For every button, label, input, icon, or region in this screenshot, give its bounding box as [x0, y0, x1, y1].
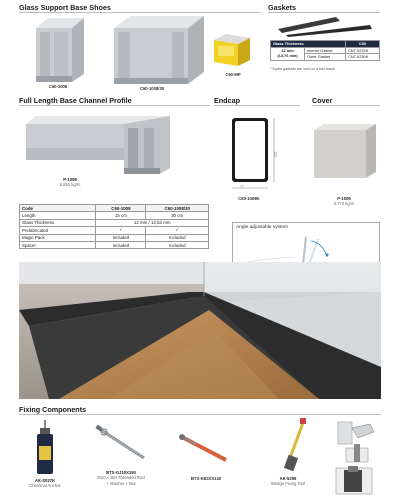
gasket-table [270, 40, 380, 61]
fixing-2-desc2: + Washer + Nut [106, 480, 136, 486]
fixing-1-desc: Chemical Anchor [29, 483, 61, 489]
section-title-gaskets: Gaskets [268, 3, 296, 12]
check-icon: ✓ [146, 227, 209, 234]
table-row [20, 227, 209, 234]
table-cell: Glass Thickness [20, 219, 96, 226]
table-cell: 30 cm [146, 212, 209, 219]
gasket-thickness [271, 47, 305, 60]
chemical-anchor-image [34, 420, 56, 476]
table-row [20, 219, 209, 226]
section-title-cover: Cover [312, 96, 333, 105]
gasket-note: * Epdm gaskets are sold on a box basis. [270, 67, 336, 71]
angle-system-label: Angle adjustable system [236, 225, 288, 230]
channel-profile-image [24, 114, 174, 176]
table-row [20, 212, 209, 219]
rule-channel [19, 105, 209, 106]
channel-label [50, 177, 90, 188]
shoe-2-code: C60-1008/30 [139, 86, 165, 91]
spec-col-code: Code [20, 205, 96, 212]
spec-col-2: C60-1008/30 [146, 205, 209, 212]
fixing-2-code: BTS-GJ10X150 [106, 470, 136, 475]
cover-weight: 0,774 kg/m [333, 201, 355, 207]
endcap-image [224, 116, 278, 192]
fixing-3-code: BTS-KB10X140 [190, 476, 222, 481]
table-cell: Included [96, 234, 146, 241]
rule-gaskets [268, 12, 380, 13]
check-icon: ✓ [96, 227, 146, 234]
gasket-row2-code: CNT-0230K [345, 54, 379, 61]
table-cell: Magic Pack [20, 234, 96, 241]
section-title-fixing: Fixing Components [19, 405, 87, 414]
threaded-rod-image [94, 424, 154, 464]
cover-label [326, 196, 362, 207]
table-cell: Prefabricated [20, 227, 96, 234]
base-shoe-long-image [108, 14, 206, 84]
spec-table-header [20, 205, 209, 212]
installation-diagram [330, 418, 380, 496]
gasket-header-left: Glass Thickness [271, 41, 346, 48]
anchor-bolt-image [176, 430, 234, 466]
gasket-row2-type: Outer Gasket [305, 54, 346, 61]
cover-code: P-1009 [337, 196, 351, 201]
fixing-4-label [268, 476, 308, 487]
fixing-2-desc1: M10 x 150 Threaded Rod [97, 475, 145, 481]
gasket-thickness-line1: 12 mm [281, 47, 294, 53]
spec-col-1: C60-1008 [96, 205, 146, 212]
table-cell: Included [96, 241, 146, 248]
wedge-tool-image [282, 418, 310, 474]
fixing-4-code: AK-5299 [279, 476, 297, 481]
shoe-3-code: C60-MP [225, 72, 241, 77]
table-cell: Spacer [20, 241, 96, 248]
spec-table [19, 204, 209, 249]
table-cell: Included [146, 234, 209, 241]
rule-cover [312, 105, 380, 106]
fixing-2-label [96, 470, 146, 486]
channel-code: P-1008 [63, 177, 77, 182]
rule-endcap [214, 105, 300, 106]
endcap-dim-width: 77 [240, 185, 245, 189]
fixing-1-label [23, 478, 67, 489]
endcap-code: C60-1008K [238, 196, 260, 201]
channel-weight: 5,852 kg/m [59, 182, 81, 188]
gaskets-image [276, 15, 374, 37]
table-row [20, 234, 209, 241]
table-cell: 15 cm [96, 212, 146, 219]
installation-scene-image [19, 262, 381, 399]
gasket-thickness-line2: (13,76 mm) [277, 52, 298, 58]
table-row [20, 241, 209, 248]
table-cell: Length [20, 212, 96, 219]
table-cell: 12 mm / 13,52 mm [96, 219, 209, 226]
magic-pack-image [212, 32, 252, 68]
fixing-4-desc: Wedge Fixing Tool [270, 481, 306, 487]
table-cell: Included [146, 241, 209, 248]
shoe-1-code: C60-1008 [48, 84, 68, 89]
section-title-endcap: Endcap [214, 96, 240, 105]
gasket-row1-code: CNT-0232K [345, 47, 379, 54]
base-shoe-short-image [28, 16, 88, 82]
fixing-1-code: AK-S027K [34, 478, 56, 483]
rule-shoes [19, 12, 261, 13]
gasket-header-right: C60 [345, 41, 379, 48]
section-title-channel: Full Length Base Channel Profile [19, 96, 132, 105]
cover-image [310, 120, 380, 180]
endcap-dim-height: 122 [273, 151, 278, 158]
gasket-row1-type: Interior Gasket [305, 47, 346, 54]
rule-fixing [19, 414, 381, 415]
section-title-shoes: Glass Support Base Shoes [19, 3, 111, 12]
